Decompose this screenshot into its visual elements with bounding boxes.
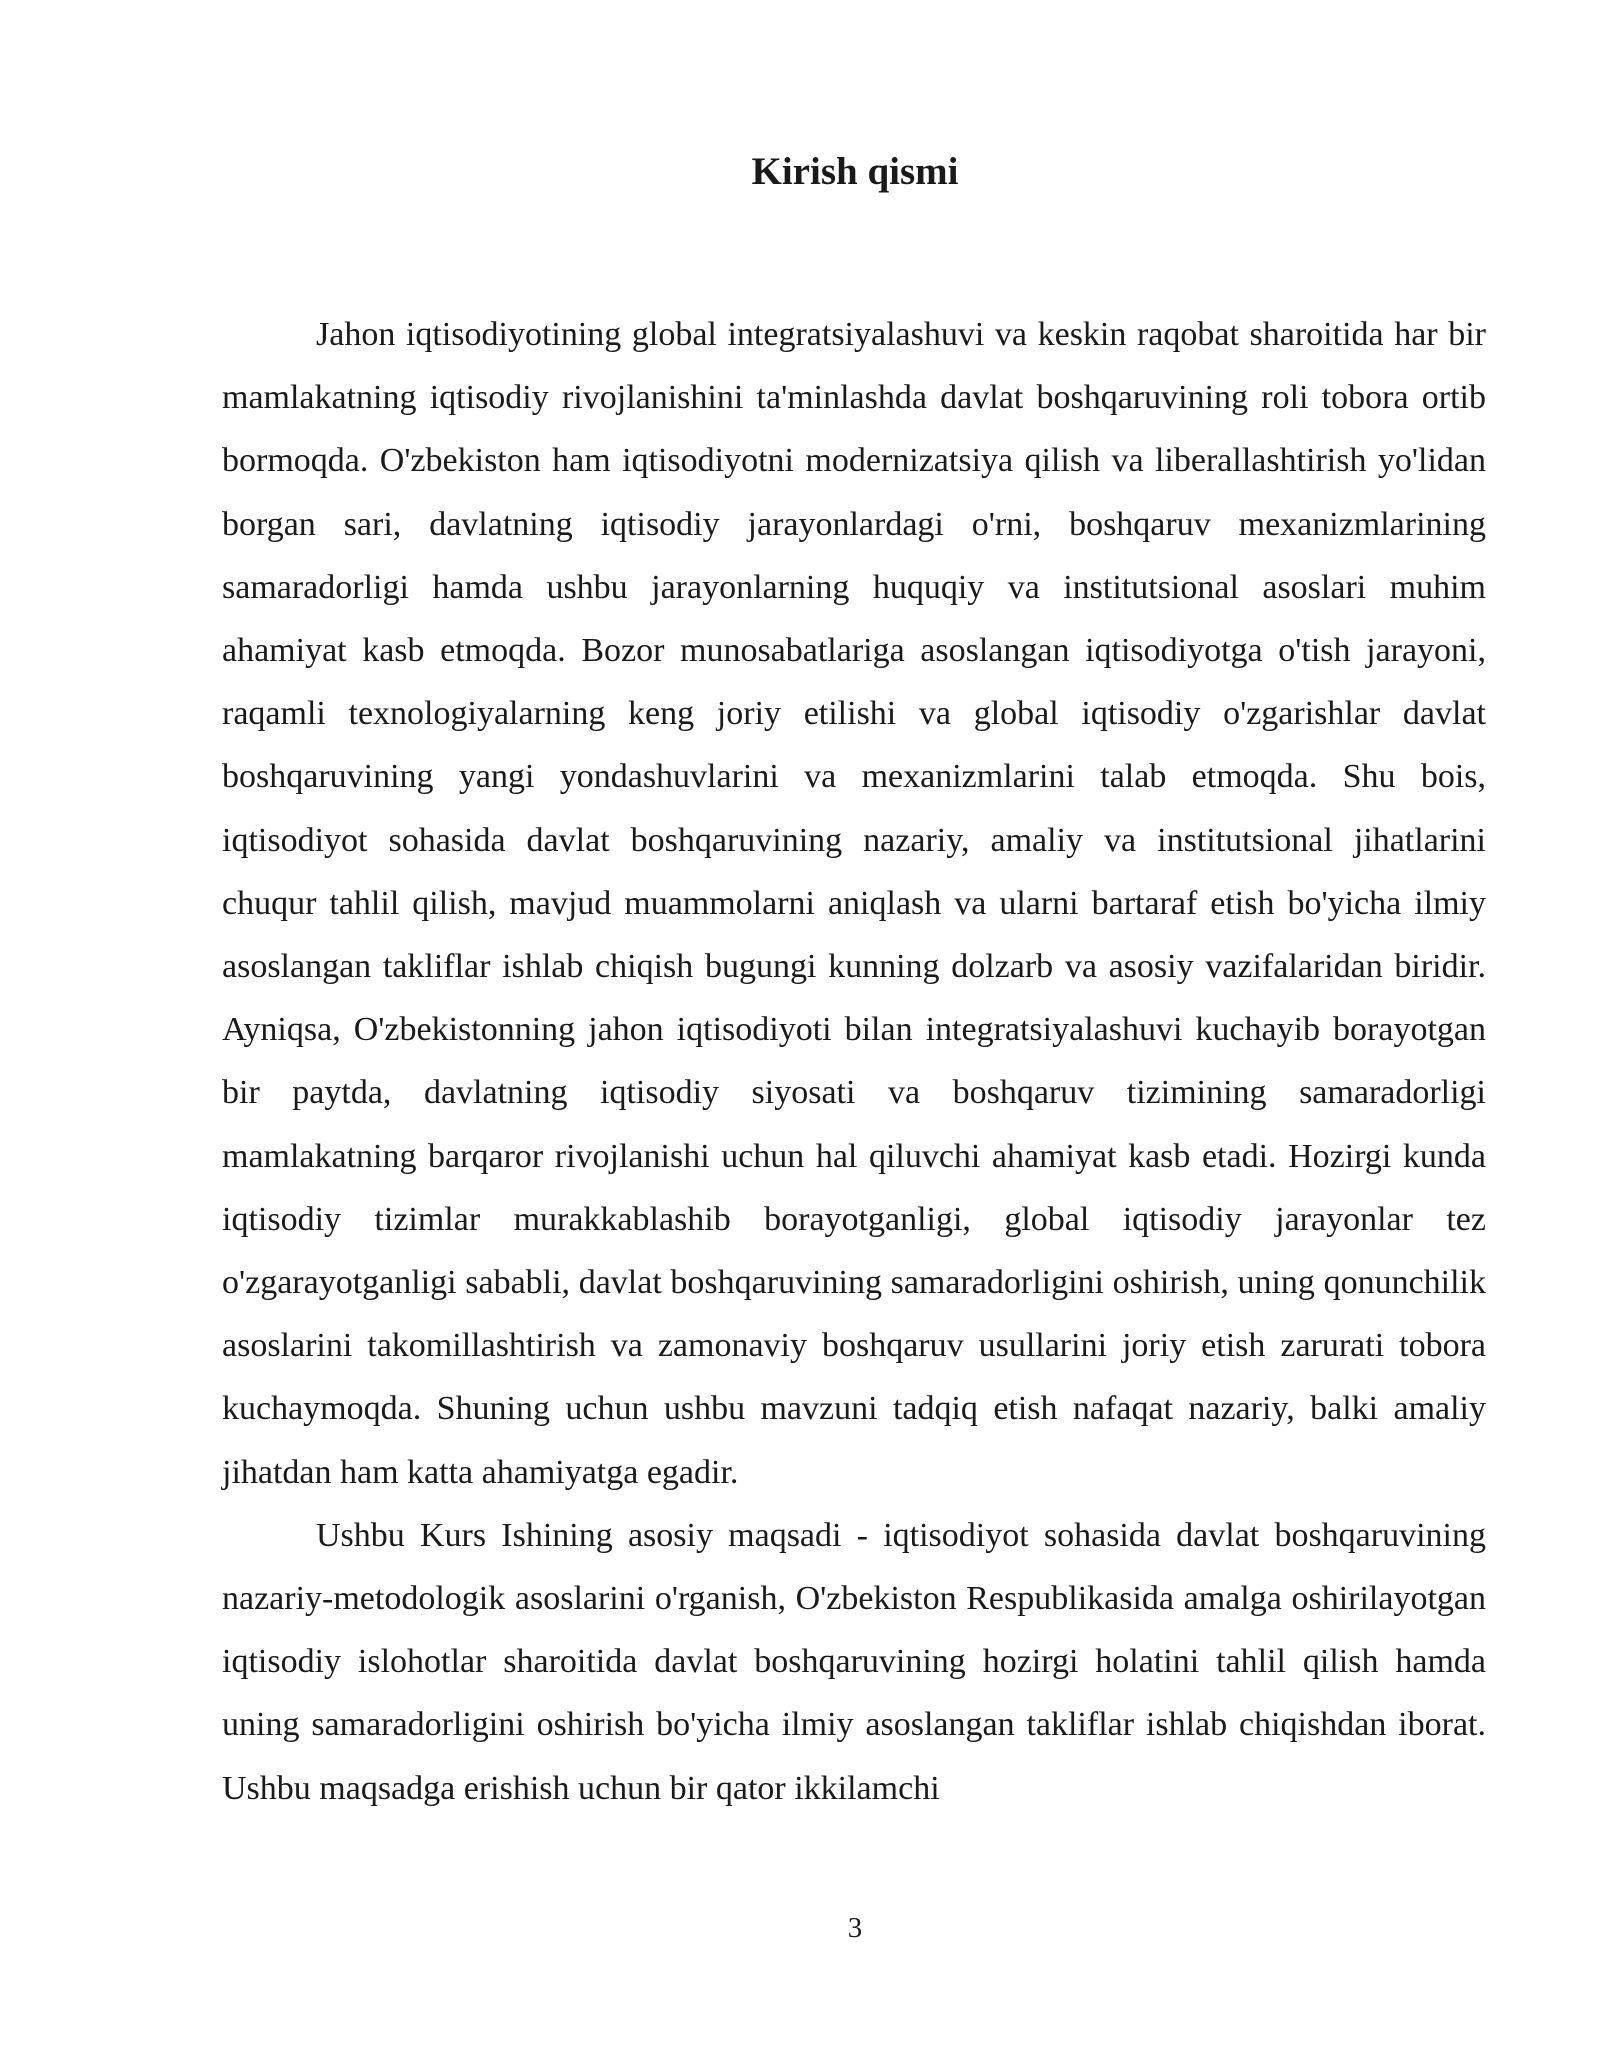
- body-text: [222, 303, 1486, 1820]
- page-number: 3: [847, 1912, 863, 1944]
- paragraph-purpose: Ushbu Kurs Ishining asosiy maqsadi - iqtisodiyot sohasida davlat boshqaruvining nazariy-metodologik asoslarini o'rganish, O'zbekiston Respublikasida amalga oshirilayotgan iqtisodiy islohotlar sharoitida davlat boshqaruvining hozirgi holatini tahlil qilish hamda uning samaradorligini oshirish bo'yicha ilmiy asoslangan takliflar ishlab chiqishdan iborat. Ushbu maqsadga erishish uchun bir qator ikkilamchi: [222, 1516, 1486, 1807]
- paragraph-introduction: Jahon iqtisodiyotining global integratsiyalashuvi va keskin raqobat sharoitida har bir mamlakatning iqtisodiy rivojlanishini ta'minlashda davlat boshqaruvining roli tobora ortib bormoqda. O'zbekiston ham iqtisodiyotni modernizatsiya qilish va liberallashtirish yo'lidan borgan sari, davlatning iqtisodiy jarayonlardagi o'rni, boshqaruv mexanizmlarining samaradorligi hamda ushbu jarayonlarning huquqiy va institutsional asoslari muhim ahamiyat kasb etmoqda. Bozor munosabatlariga asoslangan iqtisodiyotga o'tish jarayoni, raqamli texnologiyalarning keng joriy etilishi va global iqtisodiy o'zgarishlar davlat boshqaruvining yangi yondashuvlarini va mexanizmlarini talab etmoqda. Shu bois, iqtisodiyot sohasida davlat boshqaruvining nazariy, amaliy va institutsional jihatlarini chuqur tahlil qilish, mavjud muammolarni aniqlash va ularni bartaraf etish bo'yicha ilmiy asoslangan takliflar ishlab chiqish bugungi kunning dolzarb va asosiy vazifalaridan biridir. Ayniqsa, O'zbekistonning jahon iqtisodiyoti bilan integratsiyalashuvi kuchayib borayotgan bir paytda, davlatning iqtisodiy siyosati va boshqaruv tizimining samaradorligi mamlakatning barqaror rivojlanishi uchun hal qiluvchi ahamiyat kasb etadi. Hozirgi kunda iqtisodiy tizimlar murakkablashib borayotganligi, global iqtisodiy jarayonlar tez o'zgarayotganligi sababli, davlat boshqaruvining samaradorligini oshirish, uning qonunchilik asoslarini takomillashtirish va zamonaviy boshqaruv usullarini joriy etish zarurati tobora kuchaymoqda. Shuning uchun ushbu mavzuni tadqiq etish nafaqat nazariy, balki amaliy jihatdan ham katta ahamiyatga egadir.: [222, 316, 1486, 1491]
- page-title: Kirish qismi: [751, 150, 959, 193]
